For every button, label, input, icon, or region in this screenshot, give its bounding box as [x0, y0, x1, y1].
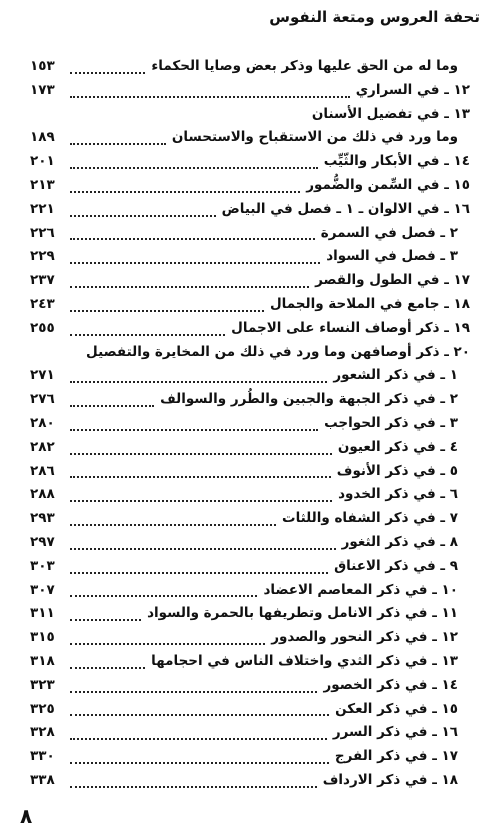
toc-entry-page: ٣١١ [30, 605, 55, 622]
dot-leader [70, 476, 331, 478]
toc-entry-page: ٢٩٧ [30, 533, 55, 550]
toc-entry-title: ١٣ ـ في تفضيل الأسنان [311, 105, 470, 122]
toc-entry-page: ٣٢٥ [30, 700, 55, 717]
toc-entry [30, 724, 470, 748]
dot-leader [70, 262, 320, 264]
toc-entry [30, 272, 470, 296]
toc-entry-title: ١٨ ـ جامع في الملاحة والجمال [269, 295, 470, 312]
dot-leader [70, 453, 332, 455]
dot-leader [70, 286, 309, 288]
dot-leader [70, 381, 327, 383]
toc-entry-page: ٢٢١ [30, 200, 55, 217]
toc-entry [30, 153, 470, 177]
toc-entry-page: ٢٨٢ [30, 438, 55, 455]
toc-entry [30, 701, 470, 725]
dot-leader [70, 691, 317, 693]
toc-entry [30, 534, 470, 558]
dot-leader [70, 167, 318, 169]
toc-entry [30, 677, 470, 701]
toc-entry [30, 201, 470, 225]
toc-entry-title: وما ورد في ذلك من الاستقباح والاستحسان [171, 129, 458, 146]
toc-entry-title: ١٦ ـ في الالوان ـ ١ ـ فصل في البياض [221, 200, 470, 217]
toc-entry-page: ٢٠١ [30, 153, 55, 170]
toc-entry-page: ٢٢٦ [30, 224, 55, 241]
toc-entry-title: ١٢ ـ في السراري [355, 81, 470, 98]
toc-entry [30, 415, 470, 439]
toc-entry-title: ١١ ـ في ذكر الانامل وتطريفها بالحمرة والسواد [147, 605, 458, 622]
toc-entry-page: ٢٧١ [30, 367, 55, 384]
toc-entry [30, 58, 470, 82]
toc-entry [30, 653, 470, 677]
toc-entry-title: ٦ ـ في ذكر الخدود [338, 486, 458, 503]
toc-entry-page: ٢٧٦ [30, 391, 55, 408]
toc-entry-title: ١٧ ـ في الطول والقصر [315, 272, 470, 289]
running-header: تحفة العروس ومتعة النفوس [269, 8, 480, 26]
toc-entry-page: ٣٣٠ [30, 748, 55, 765]
toc-entry-title: ١ ـ في ذكر الشعور [333, 367, 458, 384]
dot-leader [70, 595, 257, 597]
dot-leader [70, 667, 145, 669]
toc-entry-title: ١٥ ـ في ذكر العكن [335, 700, 458, 717]
dot-leader [70, 548, 336, 550]
dot-leader [70, 72, 145, 74]
toc-entry-title: ١٤ ـ في الأبكار والثّيِّب [323, 153, 470, 170]
toc-entry [30, 748, 470, 772]
toc-entry-page: ١٨٩ [30, 129, 55, 146]
dot-leader [70, 215, 216, 217]
toc-entry [30, 486, 470, 510]
toc-entry-page: ٣٠٧ [30, 581, 55, 598]
toc-entry-page: ٣٠٣ [30, 557, 55, 574]
toc-entry-title: ١٣ ـ في ذكر الثدي واختلاف الناس في احجامها [151, 652, 458, 669]
toc-entry [30, 439, 470, 463]
dot-leader [70, 429, 318, 431]
dot-leader [70, 619, 141, 621]
toc-entry-title: ٣ ـ فصل في السواد [326, 248, 458, 265]
toc-entry-page: ٣٢٣ [30, 676, 55, 693]
toc-entry-page: ٢٩٣ [30, 510, 55, 527]
toc-entry-page: ٣١٥ [30, 629, 55, 646]
toc-entry-title: ١٦ ـ في ذكر السرر [332, 724, 458, 741]
toc-entry-title: ٩ ـ في ذكر الاعناق [334, 557, 458, 574]
toc-entry-page: ٢٨٠ [30, 414, 55, 431]
toc-entry [30, 248, 470, 272]
toc-entry [30, 129, 470, 153]
toc-entry-title: ١٤ ـ في ذكر الخصور [323, 676, 458, 693]
dot-leader [70, 500, 332, 502]
toc-entry-title: ١٥ ـ في السِّمن والضُّمور [306, 176, 470, 193]
toc-entry-title: ١٧ ـ في ذكر الفرج [334, 748, 458, 765]
toc-entry [30, 344, 470, 368]
toc-entry-page: ٣١٨ [30, 652, 55, 669]
toc-entry-page: ٣٢٨ [30, 724, 55, 741]
dot-leader [70, 524, 276, 526]
toc-entry-title: وما له من الحق عليها وذكر بعض وصايا الحكماء [151, 58, 458, 74]
dot-leader [70, 405, 154, 407]
toc-entry [30, 510, 470, 534]
dot-leader [70, 762, 329, 764]
toc-entry [30, 463, 470, 487]
toc-entry [30, 320, 470, 344]
toc-entry [30, 391, 470, 415]
dot-leader [70, 334, 225, 336]
toc-entry-page: ٢٢٩ [30, 248, 55, 265]
toc-entry-page: ٢٨٨ [30, 486, 55, 503]
toc-entry-page: ١٧٣ [30, 81, 55, 98]
toc-entry [30, 772, 470, 796]
dot-leader [70, 238, 315, 240]
toc-entry-title: ٢٠ ـ ذكر أوصافهن وما ورد في ذلك من المخايرة والتفصيل [86, 343, 470, 360]
dot-leader [70, 310, 264, 312]
toc-entry-title: ٧ ـ في ذكر الشفاه واللثات [282, 510, 458, 527]
dot-leader [70, 96, 350, 98]
table-of-contents [30, 58, 470, 796]
toc-entry-page: ٢١٣ [30, 176, 55, 193]
toc-entry [30, 296, 470, 320]
toc-entry-page: ٢٨٦ [30, 462, 55, 479]
toc-entry-title: ١٩ ـ ذكر أوصاف النساء على الاجمال [231, 319, 470, 336]
toc-entry-title: ٥ ـ في ذكر الأنوف [336, 462, 458, 479]
toc-entry [30, 629, 470, 653]
toc-entry [30, 82, 470, 106]
toc-entry-page: ١٥٣ [30, 58, 55, 74]
toc-entry-title: ٢ ـ فصل في السمرة [320, 224, 458, 241]
toc-entry [30, 106, 470, 130]
toc-entry [30, 177, 470, 201]
dot-leader [70, 738, 327, 740]
toc-entry-title: ١٢ ـ في ذكر النحور والصدور [271, 629, 458, 646]
dot-leader [70, 643, 265, 645]
dot-leader [70, 786, 317, 788]
toc-entry-page: ٣٣٨ [30, 771, 55, 788]
toc-entry-title: ١٠ ـ في ذكر المعاصم الاعضاد [263, 581, 458, 598]
toc-entry-title: ٣ ـ في ذكر الحواجب [324, 414, 458, 431]
toc-entry-title: ١٨ ـ في ذكر الارداف [322, 771, 458, 788]
dot-leader [70, 572, 328, 574]
toc-entry-page: ٢٥٥ [30, 319, 55, 336]
toc-entry-title: ٢ ـ في ذكر الجبهة والجبين والطُرر والسوالف [160, 391, 458, 408]
dot-leader [70, 714, 329, 716]
toc-entry-title: ٨ ـ في ذكر الثغور [341, 533, 458, 550]
toc-entry [30, 367, 470, 391]
dot-leader [70, 191, 300, 193]
toc-entry-page: ٢٣٧ [30, 272, 55, 289]
toc-entry-title: ٤ ـ في ذكر العيون [337, 438, 458, 455]
toc-entry [30, 558, 470, 582]
toc-entry-page: ٢٤٣ [30, 295, 55, 312]
page-number: ٨ [20, 804, 33, 828]
dot-leader [70, 143, 166, 145]
toc-entry [30, 582, 470, 606]
toc-entry [30, 605, 470, 629]
toc-entry [30, 225, 470, 249]
